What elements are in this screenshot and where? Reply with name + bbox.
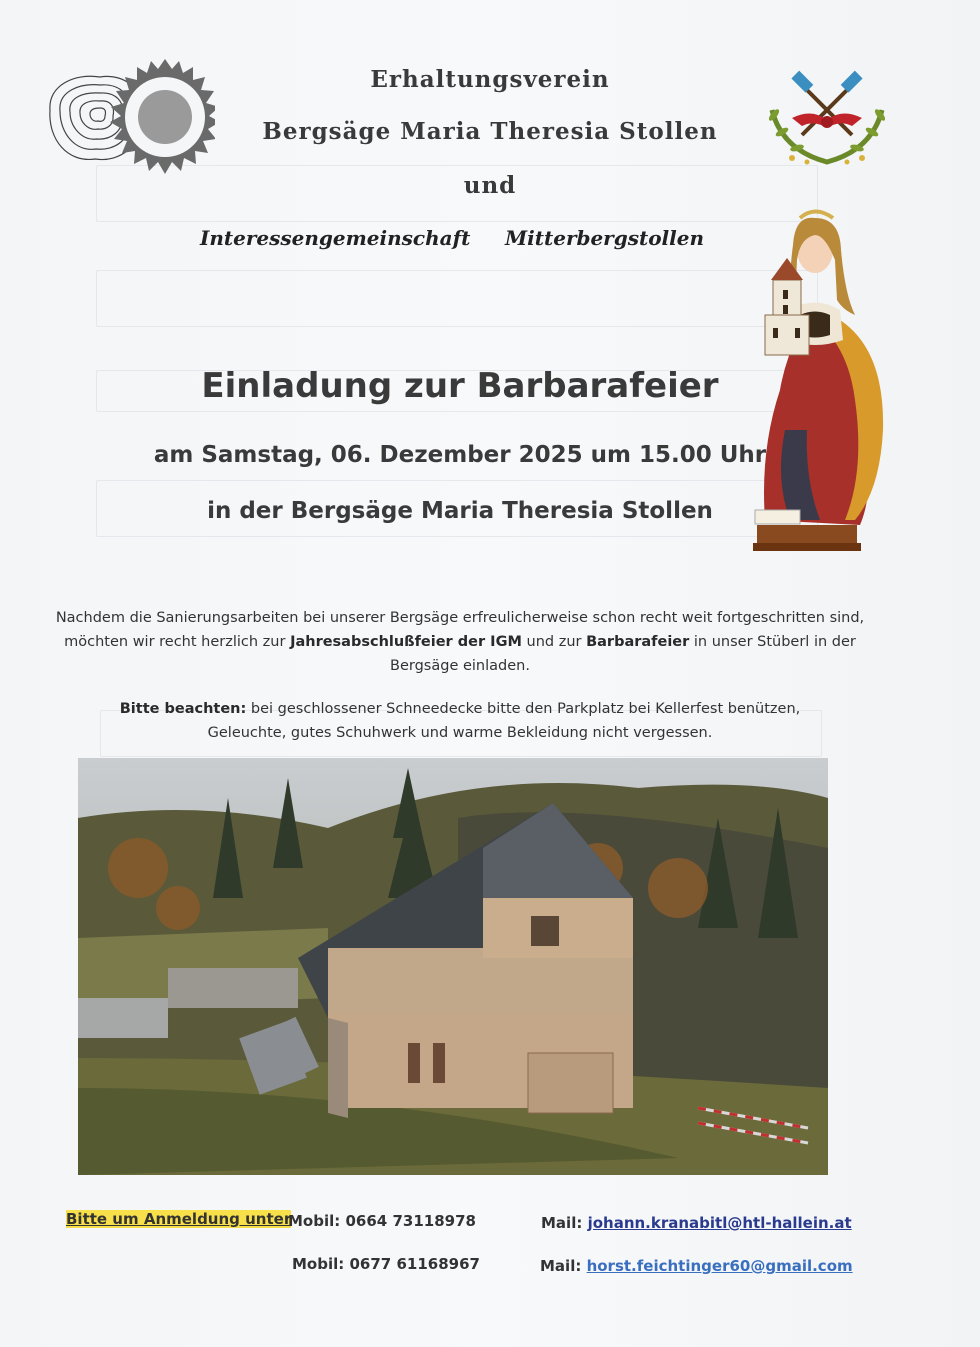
- sawmill-photo: [78, 758, 828, 1175]
- bleed-through-box: [96, 270, 818, 327]
- email-link-horst[interactable]: horst.feichtinger60@gmail.com: [586, 1257, 853, 1275]
- invitation-title: Einladung zur Barbarafeier: [201, 366, 719, 406]
- org2-name-part1: Interessengemeinschaft: [200, 226, 471, 250]
- intro-bold-barbara: Barbarafeier: [586, 634, 690, 650]
- mobile-number-2: Mobil: 0677 61168967: [292, 1255, 480, 1273]
- mail-label: Mail:: [541, 1214, 583, 1232]
- intro-text: möchten wir recht herzlich zur: [64, 634, 291, 650]
- intro-bold-celebration: Jahresabschlußfeier der IGM: [290, 634, 522, 650]
- note-text: bei geschlossener Schneedecke bitte den Parkplatz bei Kellerfest benützen,: [246, 701, 801, 717]
- mobile-number-1: Mobil: 0664 73118978: [288, 1212, 476, 1230]
- mail-label: Mail:: [540, 1257, 582, 1275]
- note-paragraph: [40, 697, 880, 745]
- connector-text: und: [463, 172, 517, 199]
- intro-paragraph: [40, 606, 880, 678]
- event-location: in der Bergsäge Maria Theresia Stollen: [207, 498, 713, 524]
- org2-name-part2: Mitterbergstollen: [505, 226, 705, 250]
- intro-line3: Bergsäge einladen.: [390, 658, 530, 674]
- email-link-johann[interactable]: johann.kranabitl@htl-hallein.at: [587, 1214, 852, 1232]
- register-label: [66, 1210, 291, 1228]
- intro-line1: Nachdem die Sanierungsarbeiten bei unserer Bergsäge erfreulicherweise schon recht weit fortgeschritten sind,: [55, 610, 865, 626]
- note-line1: [40, 697, 880, 721]
- intro-text: in unser Stüberl in der: [689, 634, 856, 650]
- org-title-line2: Bergsäge Maria Theresia Stollen: [262, 118, 718, 145]
- note-label: Bitte beachten:: [119, 701, 247, 717]
- intro-text: und zur: [521, 634, 587, 650]
- intro-line2: [40, 630, 880, 654]
- register-label-text: Bitte um Anmeldung unter: [66, 1210, 292, 1228]
- mail-row-1: [541, 1214, 852, 1232]
- event-date: am Samstag, 06. Dezember 2025 um 15.00 Uhr: [153, 442, 767, 468]
- org-title-line1: Erhaltungsverein: [370, 66, 610, 93]
- note-line2: Geleuchte, gutes Schuhwerk und warme Bekleidung nicht vergessen.: [207, 725, 713, 741]
- mail-row-2: [540, 1257, 853, 1275]
